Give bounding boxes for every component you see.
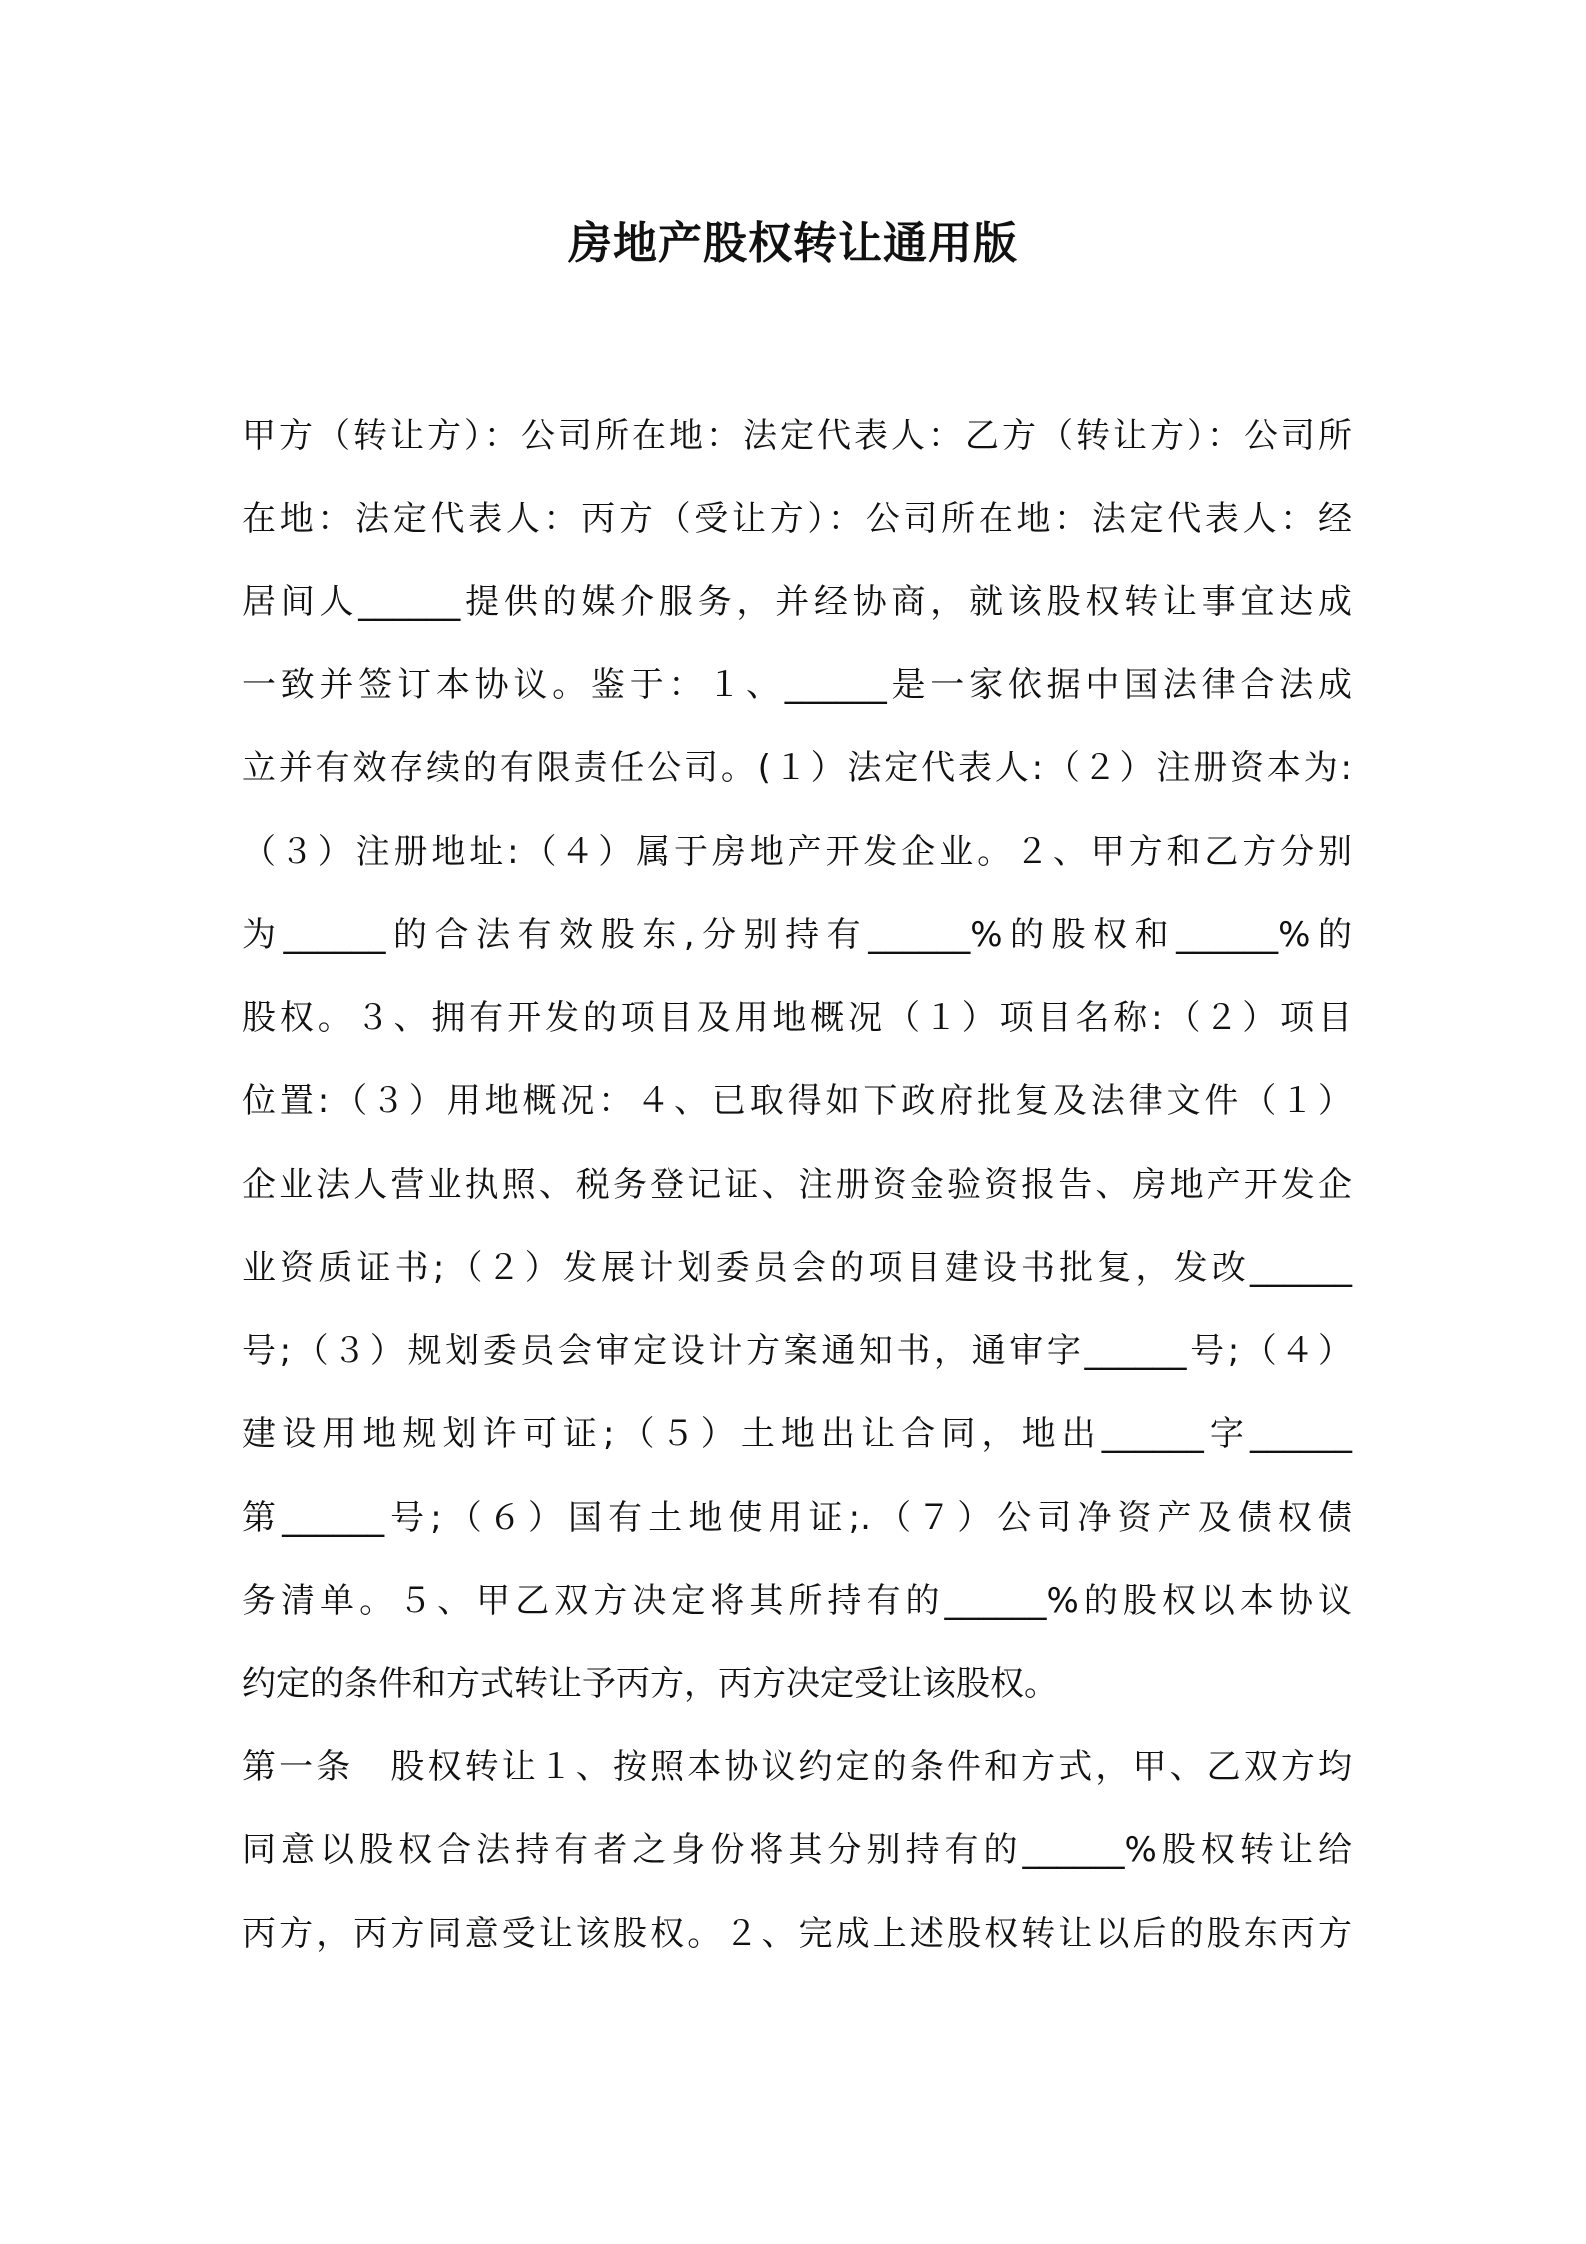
body-text-line: 股权。３、拥有开发的项目及用地概况（１）项目名称:（２）项目 xyxy=(242,998,1352,1038)
body-text-line: 建设用地规划许可证;（５）土地出让合同，地出______字______ xyxy=(242,1414,1352,1454)
body-text-line: 居间人______提供的媒介服务，并经协商，就该股权转让事宜达成 xyxy=(242,582,1352,622)
body-text-line: 第______号;（６）国有土地使用证;.（７）公司净资产及债权债 xyxy=(242,1498,1352,1538)
body-text-line: 务清单。５、甲乙双方决定将其所持有的______%的股权以本协议 xyxy=(242,1581,1352,1621)
body-text-line: 位置:（３）用地概况：４、已取得如下政府批复及法律文件（１） xyxy=(242,1081,1352,1121)
body-text-line: 号;（３）规划委员会审定设计方案通知书，通审字______号;（４） xyxy=(242,1331,1352,1371)
body-text-line: 企业法人营业执照、税务登记证、注册资金验资报告、房地产开发企 xyxy=(242,1165,1352,1205)
body-text-line: （３）注册地址:（４）属于房地产开发企业。２、甲方和乙方分别 xyxy=(242,832,1352,872)
body-text-line: 一致并签订本协议。鉴于：１、______是一家依据中国法律合法成 xyxy=(242,665,1352,705)
body-text-line: 约定的条件和方式转让予丙方，丙方决定受让该股权。 xyxy=(242,1664,1058,1704)
document-title: 房地产股权转让通用版 xyxy=(568,218,1018,269)
article-heading-line: 第一条 股权转让１、按照本协议约定的条件和方式，甲、乙双方均 xyxy=(242,1747,1352,1787)
body-text-line: 为______的合法有效股东,分别持有______%的股权和______%的 xyxy=(242,915,1352,955)
body-text-line: 丙方，丙方同意受让该股权。２、完成上述股权转让以后的股东丙方 xyxy=(242,1914,1352,1954)
body-text-line: 立并有效存续的有限责任公司。(１）法定代表人:（２）注册资本为: xyxy=(242,748,1352,788)
body-text-line: 同意以股权合法持有者之身份将其分别持有的______%股权转让给 xyxy=(242,1830,1352,1870)
body-text-line: 在地：法定代表人：丙方（受让方）：公司所在地：法定代表人：经 xyxy=(242,499,1352,539)
body-text-line: 业资质证书;（２）发展计划委员会的项目建设书批复，发改______ xyxy=(242,1248,1352,1288)
body-text-line: 甲方（转让方）：公司所在地：法定代表人：乙方（转让方）：公司所 xyxy=(242,416,1352,456)
